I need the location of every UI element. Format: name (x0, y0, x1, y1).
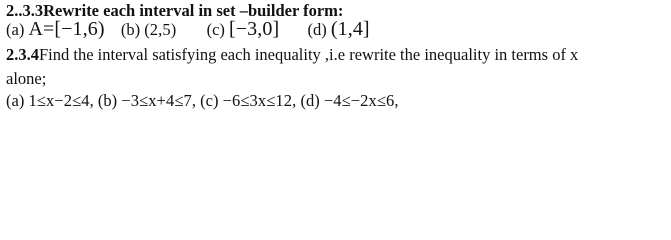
section-2-3-4-items (6, 91, 399, 111)
section-2-3-4-heading-continuation (6, 69, 46, 89)
item-label: (c) (200, 91, 219, 110)
section-heading-continuation: alone; (6, 69, 47, 88)
item-expression: −3≤x+4≤7, (121, 91, 197, 110)
item-label: (a) (6, 20, 25, 39)
item-expression: 1≤x−2≤4, (28, 91, 94, 110)
item-expression: −6≤3x≤12, (222, 91, 297, 110)
item-label: (c) (206, 20, 225, 39)
item-label: (d) (300, 91, 320, 110)
item-label: (b) (97, 91, 118, 110)
section-heading: Find the interval satisfying each inequality ,i.e rewrite the inequality in terms of x (39, 45, 579, 64)
section-2-3-4-heading-line (6, 45, 578, 65)
item-expression: (1,4] (330, 18, 370, 40)
item-expression: [−3,0] (229, 18, 280, 40)
item-expression: (2,5) (144, 20, 177, 39)
section-number: 2.3.4 (6, 45, 39, 64)
item-expression: −4≤−2x≤6, (323, 91, 399, 110)
section-number: 2..3.3 (6, 1, 44, 20)
section-heading: Rewrite each interval in set –builder form: (43, 1, 344, 20)
item-label: (d) (307, 20, 327, 39)
item-expression: A=[−1,6) (28, 18, 105, 40)
item-label: (a) (6, 91, 25, 110)
item-label: (b) (120, 20, 141, 39)
section-2-3-3-items (6, 20, 370, 40)
